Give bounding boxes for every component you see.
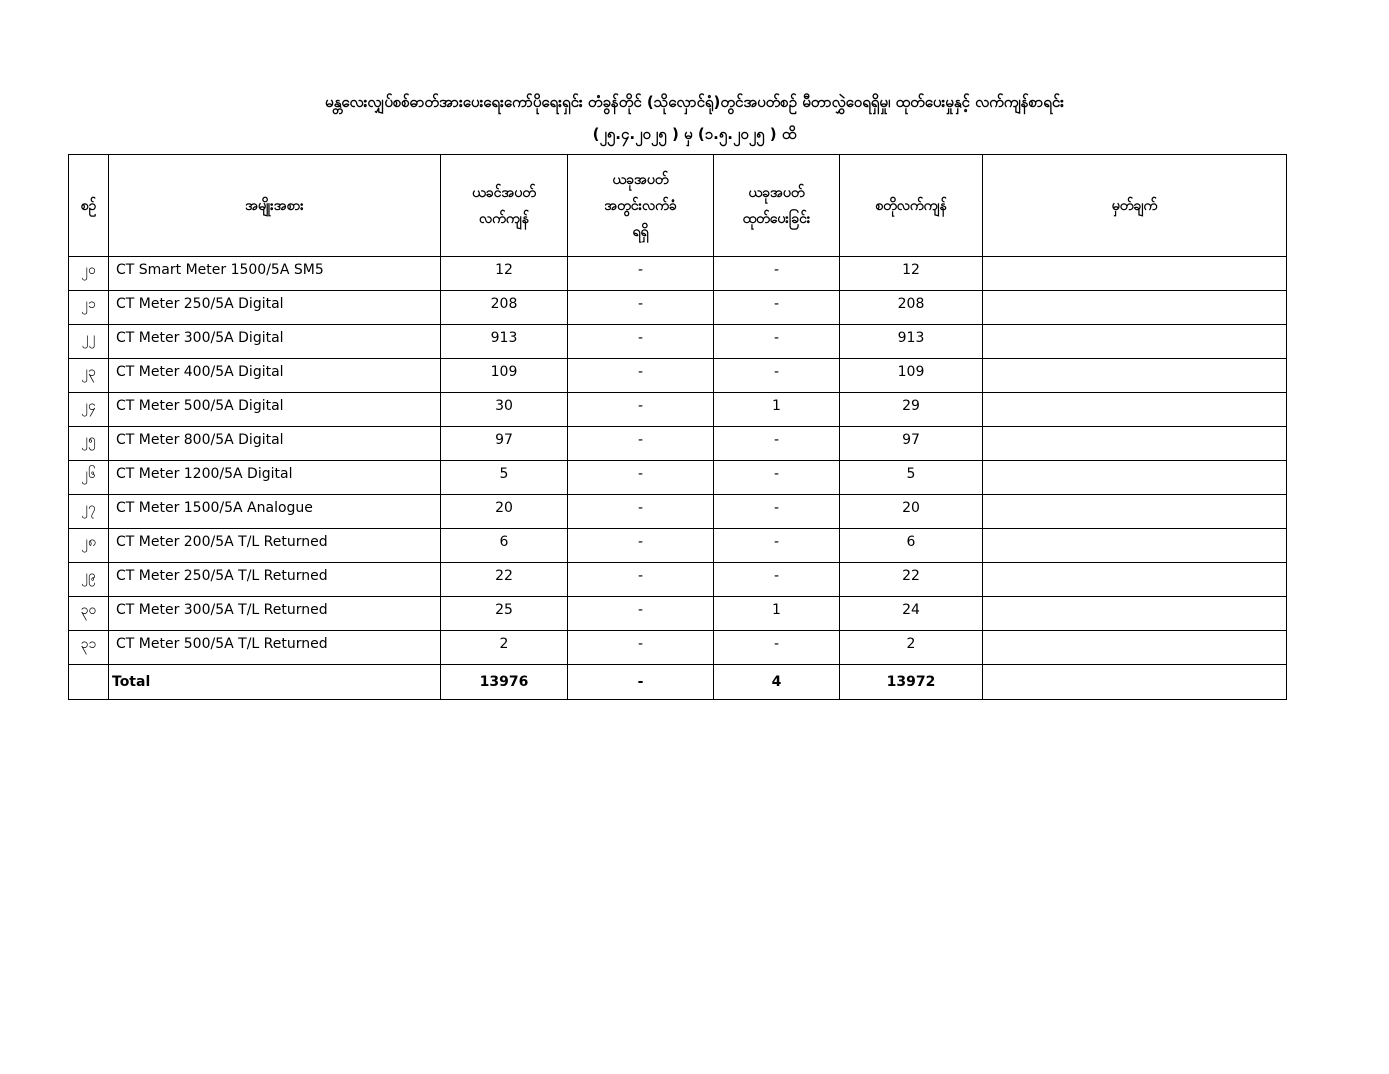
- previous-balance-cell: 5: [441, 461, 568, 495]
- serial-number-cell: ၂၆: [69, 461, 109, 495]
- header-previous-balance: ယခင်အပတ် လက်ကျန်: [441, 155, 568, 257]
- received-cell: -: [568, 563, 714, 597]
- previous-balance-cell: 12: [441, 257, 568, 291]
- table-row: [69, 393, 1287, 427]
- received-cell: -: [568, 529, 714, 563]
- issued-cell: -: [714, 359, 840, 393]
- table-row: [69, 529, 1287, 563]
- type-cell: CT Meter 1500/5A Analogue: [109, 495, 441, 529]
- type-cell: CT Meter 200/5A T/L Returned: [109, 529, 441, 563]
- total-issued: 4: [714, 665, 840, 700]
- table-row: [69, 427, 1287, 461]
- received-cell: -: [568, 597, 714, 631]
- header-serial-number: စဉ်: [69, 155, 109, 257]
- store-balance-cell: 913: [840, 325, 983, 359]
- meter-stock-table: [68, 154, 1287, 700]
- previous-balance-cell: 109: [441, 359, 568, 393]
- issued-cell: -: [714, 495, 840, 529]
- received-cell: -: [568, 257, 714, 291]
- store-balance-cell: 22: [840, 563, 983, 597]
- previous-balance-cell: 30: [441, 393, 568, 427]
- store-balance-cell: 12: [840, 257, 983, 291]
- remarks-cell: [983, 291, 1287, 325]
- table-row: [69, 291, 1287, 325]
- total-remarks: [983, 665, 1287, 700]
- total-row: [69, 665, 1287, 700]
- table-row: [69, 597, 1287, 631]
- header-store-balance: စတိုလက်ကျန်: [840, 155, 983, 257]
- date-range-subtitle: (၂၅.၄.၂၀၂၅ ) မှ (၁.၅.၂၀၂၅ ) ထိ: [592, 125, 797, 143]
- table-header-row: [69, 155, 1287, 257]
- previous-balance-cell: 20: [441, 495, 568, 529]
- issued-cell: -: [714, 529, 840, 563]
- remarks-cell: [983, 495, 1287, 529]
- serial-number-cell: ၃၁: [69, 631, 109, 665]
- previous-balance-cell: 6: [441, 529, 568, 563]
- total-serial-cell: [69, 665, 109, 700]
- table-row: [69, 495, 1287, 529]
- previous-balance-cell: 97: [441, 427, 568, 461]
- total-previous-balance: 13976: [441, 665, 568, 700]
- previous-balance-cell: 22: [441, 563, 568, 597]
- table-row: [69, 631, 1287, 665]
- store-balance-cell: 20: [840, 495, 983, 529]
- header-type: အမျိုးအစား: [109, 155, 441, 257]
- received-cell: -: [568, 359, 714, 393]
- serial-number-cell: ၂၇: [69, 495, 109, 529]
- store-balance-cell: 2: [840, 631, 983, 665]
- issued-cell: -: [714, 563, 840, 597]
- issued-cell: -: [714, 257, 840, 291]
- remarks-cell: [983, 597, 1287, 631]
- received-cell: -: [568, 393, 714, 427]
- serial-number-cell: ၂၁: [69, 291, 109, 325]
- issued-cell: -: [714, 325, 840, 359]
- store-balance-cell: 5: [840, 461, 983, 495]
- serial-number-cell: ၂၂: [69, 325, 109, 359]
- serial-number-cell: ၂၅: [69, 427, 109, 461]
- remarks-cell: [983, 393, 1287, 427]
- header-remarks: မှတ်ချက်: [983, 155, 1287, 257]
- issued-cell: 1: [714, 597, 840, 631]
- issued-cell: -: [714, 631, 840, 665]
- store-balance-cell: 97: [840, 427, 983, 461]
- table-row: [69, 359, 1287, 393]
- issued-cell: -: [714, 427, 840, 461]
- total-store-balance: 13972: [840, 665, 983, 700]
- store-balance-cell: 208: [840, 291, 983, 325]
- type-cell: CT Meter 300/5A T/L Returned: [109, 597, 441, 631]
- type-cell: CT Meter 500/5A Digital: [109, 393, 441, 427]
- remarks-cell: [983, 529, 1287, 563]
- received-cell: -: [568, 631, 714, 665]
- store-balance-cell: 109: [840, 359, 983, 393]
- type-cell: CT Meter 250/5A Digital: [109, 291, 441, 325]
- remarks-cell: [983, 257, 1287, 291]
- table-row: [69, 257, 1287, 291]
- previous-balance-cell: 208: [441, 291, 568, 325]
- serial-number-cell: ၂၄: [69, 393, 109, 427]
- remarks-cell: [983, 563, 1287, 597]
- previous-balance-cell: 913: [441, 325, 568, 359]
- received-cell: -: [568, 495, 714, 529]
- type-cell: CT Meter 250/5A T/L Returned: [109, 563, 441, 597]
- remarks-cell: [983, 427, 1287, 461]
- store-balance-cell: 29: [840, 393, 983, 427]
- issued-cell: -: [714, 291, 840, 325]
- header-issued: ယခုအပတ် ထုတ်ပေးခြင်း: [714, 155, 840, 257]
- type-cell: CT Meter 1200/5A Digital: [109, 461, 441, 495]
- type-cell: CT Meter 800/5A Digital: [109, 427, 441, 461]
- received-cell: -: [568, 427, 714, 461]
- received-cell: -: [568, 461, 714, 495]
- table-row: [69, 563, 1287, 597]
- serial-number-cell: ၂၃: [69, 359, 109, 393]
- store-balance-cell: 24: [840, 597, 983, 631]
- type-cell: CT Smart Meter 1500/5A SM5: [109, 257, 441, 291]
- total-label: Total: [109, 665, 441, 700]
- table-row: [69, 325, 1287, 359]
- issued-cell: -: [714, 461, 840, 495]
- type-cell: CT Meter 400/5A Digital: [109, 359, 441, 393]
- remarks-cell: [983, 461, 1287, 495]
- table-row: [69, 461, 1287, 495]
- header-received: ယခုအပတ် အတွင်းလက်ခံ ရရှိ: [568, 155, 714, 257]
- previous-balance-cell: 25: [441, 597, 568, 631]
- type-cell: CT Meter 300/5A Digital: [109, 325, 441, 359]
- total-received: -: [568, 665, 714, 700]
- remarks-cell: [983, 631, 1287, 665]
- issued-cell: 1: [714, 393, 840, 427]
- received-cell: -: [568, 291, 714, 325]
- serial-number-cell: ၂၈: [69, 529, 109, 563]
- received-cell: -: [568, 325, 714, 359]
- previous-balance-cell: 2: [441, 631, 568, 665]
- serial-number-cell: ၂၀: [69, 257, 109, 291]
- serial-number-cell: ၂၉: [69, 563, 109, 597]
- document-title: မန္တလေးလျှပ်စစ်ဓာတ်အားပေးရေးကော်ပိုရေးရှင်း တံခွန်တိုင် (သိုလှောင်ရုံ)တွင်အပတ်စဉ် မီတာလွှဲဝေရရှိမှု၊ ထုတ်ပေးမှုနှင့် လက်ကျန်စာရင်း: [325, 93, 1064, 111]
- remarks-cell: [983, 325, 1287, 359]
- store-balance-cell: 6: [840, 529, 983, 563]
- type-cell: CT Meter 500/5A T/L Returned: [109, 631, 441, 665]
- serial-number-cell: ၃၀: [69, 597, 109, 631]
- remarks-cell: [983, 359, 1287, 393]
